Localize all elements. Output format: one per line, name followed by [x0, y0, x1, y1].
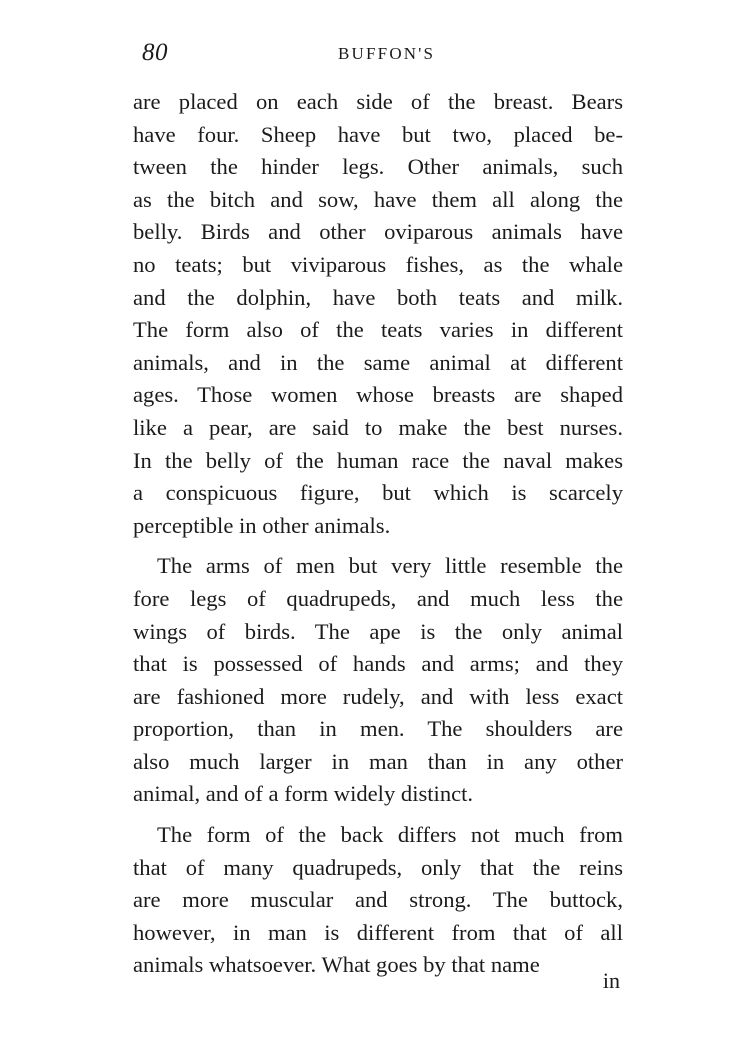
text-line: The form also of the teats varies in different — [133, 317, 623, 343]
text-line: like a pear, are said to make the best nurses. — [133, 414, 623, 440]
text-line: ages. Those women whose breasts are shaped — [133, 382, 623, 408]
text-line: a conspicuous figure, but which is scarcely — [133, 480, 623, 506]
text-line: have four. Sheep have but two, placed be- — [133, 121, 623, 147]
text-line: The form of the back differs not much from — [157, 822, 623, 848]
text-line: and the dolphin, have both teats and milk. — [133, 284, 623, 310]
text-line: animals, and in the same animal at different — [133, 349, 623, 375]
paragraph — [133, 550, 623, 811]
catchword: in — [602, 968, 620, 993]
text-line: The arms of men but very little resemble the — [157, 553, 623, 579]
text-line: also much larger in man than in any other — [133, 748, 623, 774]
text-line: In the belly of the human race the naval makes — [133, 447, 623, 473]
page-number: 80 — [142, 39, 168, 66]
text-line: wings of birds. The ape is the only animal — [133, 618, 623, 644]
text-line: are fashioned more rudely, and with less exact — [133, 683, 623, 709]
text-line: are placed on each side of the breast. Bears — [133, 89, 623, 114]
running-head: BUFFON'S — [338, 44, 436, 63]
text-line: animals whatsoever. What goes by that name — [133, 952, 540, 978]
paragraph-gap — [133, 542, 623, 550]
paragraph — [133, 86, 623, 542]
text-line: that of many quadrupeds, only that the reins — [133, 854, 623, 880]
text-line: fore legs of quadrupeds, and much less the — [133, 585, 623, 611]
text-line: belly. Birds and other oviparous animals have — [133, 219, 623, 245]
paragraph-gap — [133, 811, 623, 819]
text-line: proportion, than in men. The shoulders are — [133, 716, 623, 742]
page-header — [0, 38, 750, 70]
text-line: as the bitch and sow, have them all along the — [133, 186, 623, 212]
text-line: perceptible in other animals. — [133, 512, 391, 538]
text-line: however, in man is different from that of all — [133, 919, 623, 945]
text-line: are more muscular and strong. The buttock, — [133, 887, 623, 913]
paragraph — [133, 819, 623, 982]
text-line: animal, and of a form widely distinct. — [133, 781, 474, 807]
text-line: no teats; but viviparous fishes, as the whale — [133, 251, 623, 277]
text-line: that is possessed of hands and arms; and they — [133, 651, 623, 677]
body-text — [133, 86, 623, 982]
text-line: tween the hinder legs. Other animals, such — [133, 154, 623, 180]
